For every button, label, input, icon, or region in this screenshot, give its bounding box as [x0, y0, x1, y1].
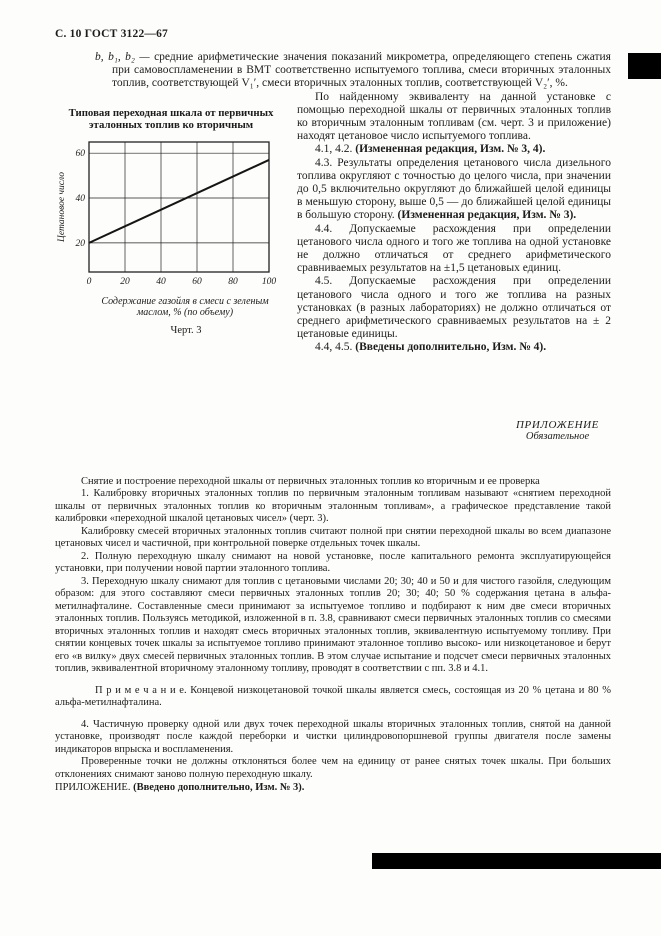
appendix-label: ПРИЛОЖЕНИЕ — [516, 418, 599, 431]
appendix-paragraph-3: 2. Полную переходную шкалу снимают на новой установке, после капитального ремонта эксплуатирующейся установки, при получении новой партии эталонного топлива. — [55, 550, 611, 575]
clause-4-4: 4.4. Допускаемые расхождения при определении цетанового числа одного и того же топлива на одной установке не должно отличаться от среднего арифметического сравниваемых результатов на ±1,5 цетановых единиц. — [297, 222, 611, 275]
appendix-paragraph-4: 3. Переходную шкалу снимают для топлив с цетановыми числами 20; 30; 40 и 50 и для чистого газойля, следующим образом: для этого составляют смеси первичных эталонных топлив 20; 30; 40; 50 % содержания цетана в альфа-метилнафталине. Составленные смеси принимают за испытуемое топливо и подбирают к ним две смеси вторичных эталонных топлив. Пользуясь методикой, изложенной в п. 3.8, сравнивают смеси первичных эталонных топлив со смесями вторичных эталонных топлив и находят смесь вторичных эталонных топлив, эквивалентную испытуемому топливу. При снятии концевых точек шкалы за испытуемое топливо принимают эталонное топливо высоко- или низкоцетановое и берут его «в вилку» двух смесей первичных эталонных топлив. В этом случае испытание и подсчет смеси первичных эталонных топлив, эквивалентной вторичному эталонному топливу, проводят в соответствии с пп. 3.8 и 4.1. — [55, 575, 611, 675]
appendix-note: П р и м е ч а н и е. Концевой низкоцетановой точкой шкалы является смесь, состоящая из 20 % цетана и 80 % альфа-метилнафталина. — [55, 684, 611, 709]
appendix-body — [55, 476, 611, 795]
appendix-paragraph-6: Проверенные точки не должны отклоняться более чем на единицу от ранее снятых точек шкалы. При больших отклонениях снимают заново полную переходную шкалу. — [55, 756, 611, 780]
appendix-title: Снятие и построение переходной шкалы от первичных эталонных топлив ко вторичным и ее проверка — [81, 475, 540, 487]
clause-4-equivalent-paragraph: По найденному эквиваленту на данной установке с помощью переходной шкалы от первичных эталонных топлив ко вторичным эталонным топливам (см. черт. 3 и приложение) находят цетановое число испытуемого топлива. — [297, 90, 611, 143]
appendix-paragraph-2: Калибровку смесей вторичных эталонных топлив считают полной при снятии переходной шкалы во всем диапазоне цетановых чисел и частичной, при контрольной поверке отдельных точек шкалы. — [55, 525, 611, 550]
clause-text: 4.3. Результаты определения цетанового числа дизельного топлива округляют с точностью до целого числа, при значении до 0,5 включительно округляют до ближайшей целой единицы в меньшую сторону, выше 0,5 — до ближайшей целой единицы в большую сторону. — [297, 156, 611, 222]
appendix-paragraph-5: 4. Частичную проверку одной или двух точек переходной шкалы вторичных эталонных топлив, снятой на данной установке, производят после каждой переборки и чистки цилиндровопоршневой группы двигателя после замены индикаторов впрыска и воспламенения. — [55, 718, 611, 755]
svg-text:80: 80 — [228, 276, 238, 287]
svg-text:0: 0 — [86, 276, 92, 287]
figure-chart — [55, 107, 287, 336]
clause-numbers: 4.1, 4.2. — [315, 143, 353, 156]
svg-text:100: 100 — [261, 276, 277, 287]
definition-paragraph — [55, 51, 611, 91]
two-column-region — [55, 91, 611, 355]
figure-caption: Черт. 3 — [170, 324, 202, 336]
appendix-paragraph-1: 1. Калибровку вторичных эталонных топлив по первичным эталонным топливам называют «снятием переходной шкалы от первичных эталонных топлив ко вторичным эталонным топливам», а графическое представление такой калибровки «переходной шкалой цетановых чисел» (черт. 3). — [55, 488, 611, 525]
svg-text:60: 60 — [192, 276, 202, 287]
svg-text:40: 40 — [75, 193, 85, 204]
clause-4-5: 4.5. Допускаемые расхождения при определении цетанового числа одного и того же топлива на разных установках (в разных лабораториях) не должно отличаться от среднего арифметического сравниваемых результатов на ± 2 цетановые единицы. — [297, 275, 611, 341]
scan-artifact-top-right — [628, 53, 661, 79]
amendment-note: (Измененная редакция, Изм. № 3). — [397, 209, 577, 222]
appendix-subtitle: Обязательное — [525, 430, 590, 442]
page-header: С. 10 ГОСТ 3122—67 — [55, 28, 168, 40]
clause-numbers: 4.4, 4.5. — [315, 341, 353, 354]
appendix-final-label: ПРИЛОЖЕНИЕ. — [55, 782, 131, 794]
clause-4-4-4-5-amendment — [55, 341, 611, 354]
appendix-final-line — [55, 782, 611, 795]
chart-title: Типовая переходная шкала от первичных эталонных топлив ко вторичным — [68, 106, 274, 132]
svg-text:40: 40 — [156, 276, 166, 287]
chart-x-axis-label: Содержание газойля в смеси с зеленым маслом, % (по объему) — [101, 295, 269, 319]
transition-scale-chart — [55, 138, 277, 290]
amendment-note: (Введено дополнительно, Изм. № 3). — [133, 782, 305, 794]
svg-text:20: 20 — [75, 238, 85, 249]
scan-artifact-bottom — [372, 853, 661, 869]
svg-text:Цетановое число: Цетановое число — [57, 171, 67, 242]
amendment-note: (Введены дополнительно, Изм. № 4). — [355, 341, 547, 354]
svg-text:20: 20 — [120, 276, 130, 287]
svg-text:60: 60 — [75, 149, 85, 160]
definition-term: b, b₁, b₂ — — [95, 51, 155, 63]
amendment-note: (Измененная редакция, Изм. № 3, 4). — [355, 143, 546, 156]
definition-text: средние арифметические значения показаний микрометра, определяющего степень сжатия при самовоспламенении в ВМТ соответственно испытуемого топлива, смеси вторичных эталонных топлив, соответствующей V₁′, смеси вторичных эталонных топлив, соответствующей V₂′, %. — [112, 51, 611, 90]
appendix-heading — [516, 419, 599, 442]
